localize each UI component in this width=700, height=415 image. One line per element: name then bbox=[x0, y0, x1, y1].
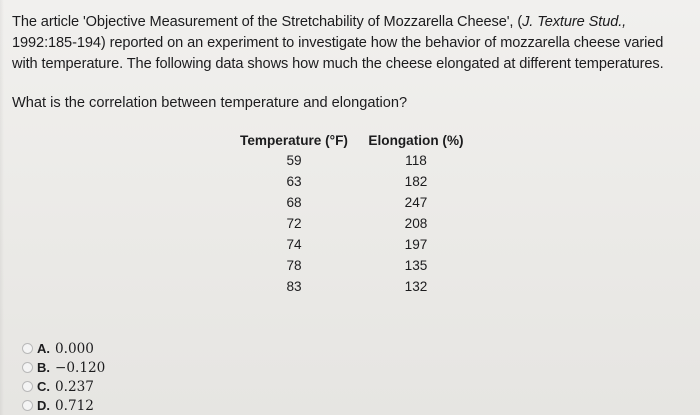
table-row bbox=[230, 192, 474, 213]
intro-text-part1: The article 'Objective Measurement of the Stretchability of Mozzarella Cheese', ( bbox=[12, 14, 523, 30]
option-letter: B. bbox=[37, 360, 50, 375]
temperature-cell: 74 bbox=[286, 237, 302, 252]
elongation-cell: 135 bbox=[404, 258, 428, 273]
temperature-cell: 78 bbox=[286, 258, 302, 273]
table-row bbox=[230, 234, 474, 255]
problem-intro bbox=[12, 12, 688, 75]
temperature-cell: 83 bbox=[286, 279, 302, 294]
elongation-cell: 132 bbox=[404, 279, 428, 294]
radio-button-icon[interactable] bbox=[22, 362, 33, 373]
radio-button-icon[interactable] bbox=[22, 400, 33, 411]
data-table bbox=[230, 130, 474, 297]
option-value: 0.237 bbox=[55, 378, 94, 395]
column-header-elongation: Elongation (%) bbox=[368, 132, 464, 148]
option-value: 0.712 bbox=[55, 397, 94, 414]
table-row bbox=[230, 276, 474, 297]
radio-button-icon[interactable] bbox=[22, 381, 33, 392]
answer-option-a[interactable] bbox=[22, 339, 105, 358]
question-text: What is the correlation between temperature and elongation? bbox=[12, 95, 408, 111]
option-value: −0.120 bbox=[55, 359, 106, 376]
table-row bbox=[230, 150, 474, 171]
journal-name: J. Texture Stud., bbox=[522, 14, 627, 30]
table-header-row bbox=[230, 130, 474, 150]
option-letter: D. bbox=[37, 398, 50, 413]
option-value: 0.000 bbox=[55, 340, 94, 357]
elongation-cell: 247 bbox=[404, 195, 428, 210]
intro-text-part2: 1992:185-194) reported on an experiment to investigate how the behavior of mozzarella cheese varied with temperature. The following data shows how much the cheese elongated at different temperatures. bbox=[12, 35, 664, 72]
temperature-cell: 63 bbox=[286, 174, 302, 189]
answer-option-b[interactable] bbox=[22, 358, 105, 377]
answer-option-c[interactable] bbox=[22, 377, 105, 396]
table-row bbox=[230, 213, 474, 234]
temperature-cell: 72 bbox=[286, 216, 302, 231]
elongation-cell: 208 bbox=[404, 216, 428, 231]
column-header-temperature: Temperature (°F) bbox=[240, 132, 348, 148]
option-letter: A. bbox=[37, 341, 50, 356]
answer-options bbox=[22, 339, 105, 415]
elongation-cell: 118 bbox=[405, 153, 427, 168]
temperature-cell: 68 bbox=[286, 195, 302, 210]
radio-button-icon[interactable] bbox=[22, 343, 33, 354]
table-row bbox=[230, 255, 474, 276]
elongation-cell: 182 bbox=[404, 174, 428, 189]
page-edge-shadow bbox=[0, 0, 4, 415]
table-row bbox=[230, 171, 474, 192]
elongation-cell: 197 bbox=[404, 237, 428, 252]
temperature-cell: 59 bbox=[286, 153, 302, 168]
option-letter: C. bbox=[37, 379, 50, 394]
answer-option-d[interactable] bbox=[22, 396, 105, 415]
